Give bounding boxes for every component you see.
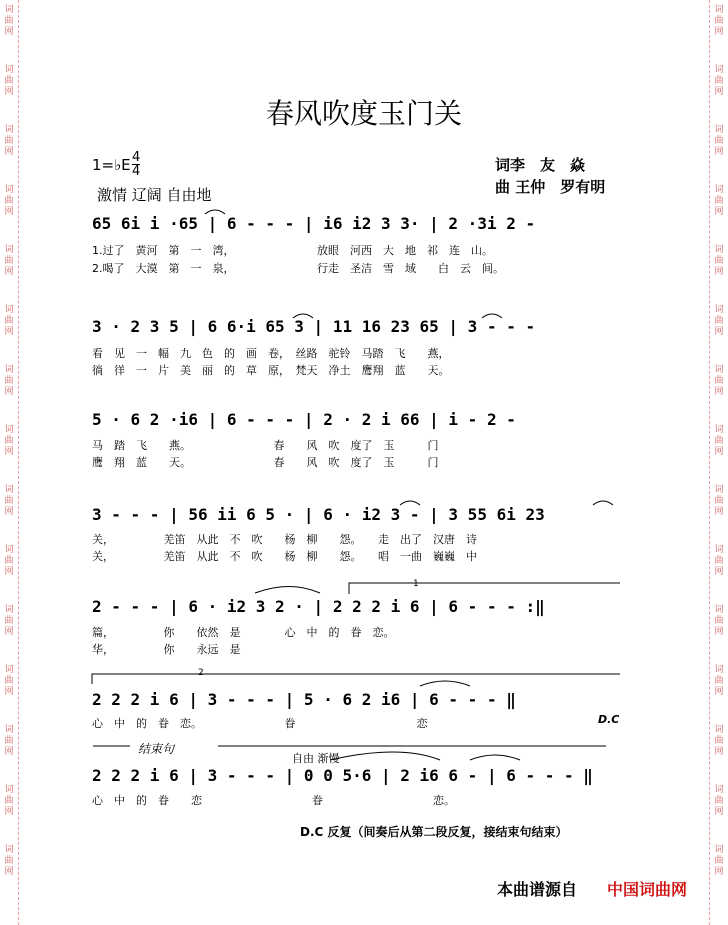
notation-row-2: 3 · 2 3 5 | 6 6·i 65 3 | 11 16 23 65 | 3 - - -	[92, 317, 536, 336]
lyric-row-4-verse-1: 关， 羌笛 从此 不 吹 杨 柳 怨。 走 出了 汉唐 诗	[92, 533, 477, 546]
tempo-mood: 激情 辽阔 自由地	[97, 186, 212, 204]
lyric-row-1-verse-2: 2.喝了 大漠 第 一 泉， 行走 圣洁 雪 域 白 云 间。	[92, 262, 504, 275]
watermark-block: 词 曲 网	[714, 605, 724, 637]
slur-2	[293, 314, 313, 318]
watermark-block: 词 曲 网	[714, 545, 724, 577]
notation-row-6: 2 2 2 i 6 | 3 - - - | 5 · 6 2 i6 | 6 - - - ‖	[92, 690, 516, 709]
watermark-block: 词 曲 网	[4, 125, 14, 157]
song-title: 春风吹度玉门关	[265, 97, 462, 130]
ending-label: 结束句	[138, 742, 175, 756]
watermark-block: 词 曲 网	[714, 245, 724, 277]
watermark-block: 词 曲 网	[4, 785, 14, 817]
lyric-row-2-verse-2: 徜 徉 一 片 美 丽 的 草 原， 梵天 净土 鹰翔 蓝 天。	[92, 364, 450, 377]
watermark-block: 词 曲 网	[714, 845, 724, 877]
slur-8	[330, 752, 440, 760]
volta-1-bracket	[349, 583, 620, 594]
watermark-block: 词 曲 网	[714, 725, 724, 757]
watermark-block: 词 曲 网	[4, 725, 14, 757]
watermark-block: 词 曲 网	[4, 305, 14, 337]
slur-9	[470, 755, 520, 760]
notation-row-5: 2 - - - | 6 · i2 3 2 · | 2 2 2 i 6 | 6 - - - :‖	[92, 597, 545, 616]
watermark-block: 词 曲 网	[714, 125, 724, 157]
slur-4	[400, 501, 420, 505]
watermark-block: 词 曲 网	[714, 305, 724, 337]
tempo-change-label: 自由 渐慢	[292, 752, 340, 765]
watermark-block: 词 曲 网	[714, 425, 724, 457]
watermark-block: 词 曲 网	[4, 365, 14, 397]
slur-7	[420, 681, 470, 686]
slur-5	[593, 501, 613, 505]
site-name: 中国词曲网	[607, 880, 688, 899]
watermark-block: 词 曲 网	[4, 185, 14, 217]
lyricist-credit: 词李 友 焱	[495, 156, 586, 174]
lyric-row-5-verse-2: 华， 你 永远 是	[92, 643, 241, 656]
lyric-row-1-verse-1: 1.过了 黄河 第 一 湾， 放眼 河西 大 地 祁 连 山。	[92, 244, 493, 257]
da-capo-mark: D.C	[598, 713, 620, 726]
notation-row-3: 5 · 6 2 ·i6 | 6 - - - | 2 · 2 i 66 | i - 2 -	[92, 410, 516, 429]
watermark-block: 词 曲 网	[4, 5, 14, 37]
notation-row-4: 3 - - - | 56 ii 6 5 · | 6 · i2 3 - | 3 55 6i 23	[92, 505, 545, 524]
watermark-block: 词 曲 网	[4, 65, 14, 97]
time-signature: $\frac{4}{4}$	[132, 150, 141, 179]
lyric-row-2-verse-1: 看 见 一 幅 九 色 的 画 卷， 丝路 驼铃 马踏 飞 燕，	[92, 347, 450, 360]
volta-1-label: 1	[413, 579, 419, 589]
watermark-block: 词 曲 网	[714, 665, 724, 697]
lyric-row-7: 心 中 的 眷 恋 眷 恋。	[92, 794, 455, 807]
lyric-row-3-verse-2: 鹰 翔 蓝 天。 春 风 吹 度了 玉 门	[92, 456, 439, 469]
slur-3	[482, 314, 502, 318]
volta-2-bracket	[92, 674, 620, 684]
source-label: 本曲谱源自	[497, 880, 578, 899]
watermark-block: 词 曲 网	[714, 185, 724, 217]
notation-row-1: 65 6i i ·65 | 6 - - - | i6 i2 3 3· | 2 ·3i 2 -	[92, 214, 536, 233]
watermark-block: 词 曲 网	[4, 665, 14, 697]
lyric-row-4-verse-2: 关， 羌笛 从此 不 吹 杨 柳 怨。 唱 一曲 巍巍 中	[92, 550, 477, 563]
lyric-row-3-verse-1: 马 踏 飞 燕。 春 风 吹 度了 玉 门	[92, 439, 439, 452]
watermark-block: 词 曲 网	[714, 65, 724, 97]
watermark-block: 词 曲 网	[714, 365, 724, 397]
watermark-block: 词 曲 网	[4, 545, 14, 577]
watermark-block: 词 曲 网	[714, 485, 724, 517]
watermark-block: 词 曲 网	[4, 485, 14, 517]
watermark-block: 词 曲 网	[4, 425, 14, 457]
composer-credit: 曲 王仲 罗有明	[495, 178, 606, 196]
watermark-block: 词 曲 网	[714, 785, 724, 817]
slur-1	[205, 210, 225, 214]
key-signature: 1=♭E	[92, 156, 131, 174]
footnote: D.C 反复（间奏后从第二段反复，接结束句结束）	[300, 825, 568, 839]
lyric-row-5-verse-1: 篇， 你 依然 是 心 中 的 眷 恋。	[92, 626, 395, 639]
watermark-block: 词 曲 网	[4, 605, 14, 637]
notation-row-7: 2 2 2 i 6 | 3 - - - | 0 0 5·6 | 2 i6 6 - | 6 - - - ‖	[92, 766, 593, 785]
watermark-block: 词 曲 网	[4, 845, 14, 877]
watermark-block: 词 曲 网	[4, 245, 14, 277]
slur-6	[255, 587, 320, 594]
volta-2-label: 2	[198, 668, 204, 678]
watermark-block: 词 曲 网	[714, 5, 724, 37]
lyric-row-6: 心 中 的 眷 恋。 眷 恋	[92, 717, 428, 730]
